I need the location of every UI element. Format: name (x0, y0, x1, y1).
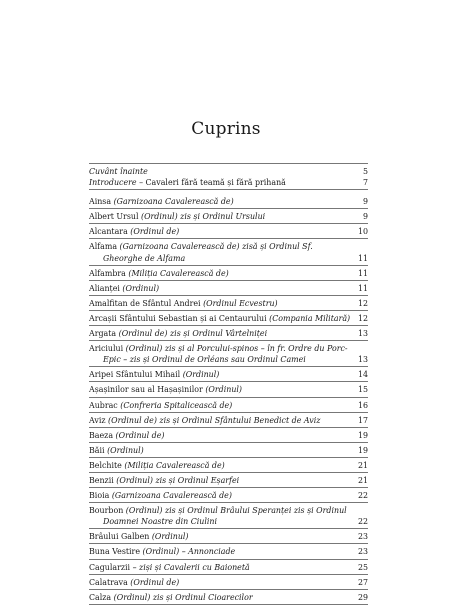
entry-alias: zis și Ordinul Brâului Speranței zis și Ordinul Doamnei Noastre din Ciulini (103, 506, 347, 527)
toc-entry-text (89, 475, 368, 486)
divider (89, 543, 368, 544)
page-number: 25 (357, 562, 368, 572)
divider (89, 265, 368, 266)
toc-entry-text (89, 415, 368, 426)
entry-name: Alianței (89, 283, 123, 293)
divider (89, 381, 368, 382)
entry-name: Arcașii Sfântului Sebastian și ai Centaurului (89, 313, 270, 323)
toc-entry (89, 562, 368, 573)
page-number: 9 (362, 212, 368, 222)
entry-name: Aubrac (89, 400, 121, 410)
toc-entry (89, 313, 368, 324)
entry-name: Buna Vestire (89, 547, 143, 557)
toc-entry-text (89, 562, 368, 573)
entry-qualifier: (Ordinul) (151, 532, 189, 542)
page-number: 15 (357, 385, 368, 395)
toc-entry-text (89, 460, 368, 471)
entry-name: Introducere (89, 178, 137, 188)
divider (89, 189, 368, 190)
toc-entry-text (89, 384, 368, 395)
entry-alias: – Cavaleri fără teamă și fără prihană (136, 178, 286, 188)
divider (89, 528, 368, 529)
page-number: 13 (357, 355, 368, 365)
entry-qualifier: (Ordinul) (107, 445, 144, 455)
divider (89, 487, 368, 488)
divider (89, 442, 368, 443)
toc-entry (89, 177, 368, 188)
toc-entry-text (89, 328, 368, 339)
divider (89, 366, 368, 367)
entry-qualifier: (Compania Militară) (269, 313, 351, 323)
entry-qualifier: (Ordinul) (125, 344, 163, 354)
toc-entry (89, 343, 368, 365)
toc-entry (89, 475, 368, 486)
divider (89, 340, 368, 341)
page-number: 11 (357, 283, 368, 293)
page-number: 12 (357, 298, 368, 308)
page-number: 13 (357, 329, 368, 339)
divider (89, 163, 368, 164)
toc-entry-text (89, 577, 368, 588)
entry-qualifier: (Ordinul) (113, 592, 151, 602)
page-number: 7 (362, 178, 368, 188)
entry-name: Aviz (89, 415, 109, 425)
entry-name: Bourbon (89, 506, 126, 516)
entry-alias: – Annonciade (179, 547, 236, 557)
toc-entry-text (89, 400, 368, 411)
toc-entry (89, 226, 368, 237)
toc-entry (89, 505, 368, 527)
toc-entry-text (89, 313, 368, 324)
entry-qualifier: (Garnizoana Cavalerească de) (113, 197, 234, 207)
page-title: Cuprins (191, 119, 261, 139)
page-number: 11 (357, 268, 368, 278)
toc-entry-text (89, 343, 368, 365)
toc-entry (89, 460, 368, 471)
entry-qualifier: (Ordinul de) (108, 415, 157, 425)
entry-qualifier: (Confreria Spitalicească de) (120, 400, 233, 410)
entry-name: Așașinilor sau al Hașașinilor (89, 385, 206, 395)
page-number: 29 (357, 592, 368, 602)
divider (89, 457, 368, 458)
entry-name: Cuvânt înainte (89, 167, 148, 176)
entry-name: Brâului Galben (89, 532, 152, 542)
toc-entry-text (89, 546, 368, 557)
divider (89, 208, 368, 209)
toc-entry-text (89, 196, 368, 207)
page-number: 5 (362, 167, 368, 176)
entry-name: Baeza (89, 430, 116, 440)
page-number: 19 (357, 430, 368, 440)
entry-alias: zisă și Ordinul Sf. Gheorghe de Alfama (103, 242, 313, 263)
toc-entry-text (89, 241, 368, 263)
entry-name: Albert Ursul (89, 212, 141, 222)
toc-entry-text (89, 226, 368, 237)
entry-qualifier: (Miliția Cavalerească de) (124, 460, 225, 470)
divider (89, 427, 368, 428)
page-number: 27 (357, 577, 368, 587)
toc-entry-text (89, 531, 368, 542)
toc-entry (89, 415, 368, 426)
page-number: 22 (357, 517, 368, 527)
toc-entry (89, 445, 368, 456)
page-number: 14 (357, 370, 368, 380)
entry-name: Ainsa (89, 197, 114, 207)
entry-name: Aripei Sfântului Mihail (89, 370, 183, 380)
toc-entry-text (89, 505, 368, 527)
toc-entry (89, 577, 368, 588)
entry-list (89, 196, 368, 605)
entry-alias: zis și Ordinul Eșarfei (152, 475, 240, 485)
entry-alias: zis și Ordinul Sfântului Benedict de Aviz (156, 415, 321, 425)
divider (89, 574, 368, 575)
entry-name: Belchite (89, 460, 125, 470)
divider (89, 223, 368, 224)
page-number: 21 (357, 475, 368, 485)
entry-name: Băii (89, 445, 108, 455)
entry-name: Ariciului (89, 344, 126, 354)
entry-qualifier: (Garnizoana Cavalerească de) (111, 491, 232, 501)
toc-entry-text (89, 211, 368, 222)
entry-alias: zis și al Porcului-spinos – în fr. Ordre du Porc-Epic – zis și Ordinul de Orléans sau Ordinul Camei (103, 344, 348, 365)
toc-entry-text (89, 490, 368, 501)
entry-name: Calza (89, 592, 114, 602)
toc-entry (89, 241, 368, 263)
toc-entry (89, 369, 368, 380)
table-of-contents (89, 162, 368, 607)
entry-name: Argata (89, 329, 119, 339)
divider (89, 280, 368, 281)
toc-entry (89, 490, 368, 501)
entry-name: Cagularzii (89, 562, 133, 572)
divider (89, 502, 368, 503)
toc-entry (89, 546, 368, 557)
entry-name: Benzii (89, 475, 117, 485)
page-number: 10 (357, 227, 368, 237)
page-number: 11 (357, 253, 368, 263)
page-number: 17 (357, 415, 368, 425)
toc-entry-text (89, 177, 368, 188)
divider (89, 325, 368, 326)
entry-qualifier: (Ordinul) (205, 385, 243, 395)
entry-name: Alfambra (89, 268, 129, 278)
toc-entry-text (89, 166, 368, 177)
page-number: 23 (357, 547, 368, 557)
page-number: 19 (357, 445, 368, 455)
entry-qualifier: (Ordinul) (142, 547, 180, 557)
toc-entry (89, 328, 368, 339)
entry-qualifier: (Ordinul Ecvestru) (203, 298, 278, 308)
entry-name: Alfama (89, 242, 120, 252)
entry-qualifier: (Ordinul) (125, 506, 163, 516)
entry-alias: – ziși și Cavalerii cu Baionetă (132, 562, 250, 572)
toc-entry-text (89, 369, 368, 380)
toc-entry (89, 592, 368, 603)
toc-entry (89, 384, 368, 395)
divider (89, 604, 368, 605)
entry-qualifier: (Ordinul) (140, 212, 178, 222)
entry-qualifier: (Ordinul de) (118, 329, 168, 339)
entry-qualifier: (Ordinul de) (130, 577, 180, 587)
page-number: 22 (357, 491, 368, 501)
divider (89, 310, 368, 311)
divider (89, 295, 368, 296)
toc-entry-text (89, 445, 368, 456)
toc-entry-text (89, 298, 368, 309)
entry-name: Amalfitan de Sfântul Andrei (89, 298, 204, 308)
toc-entry (89, 268, 368, 279)
toc-entry (89, 283, 368, 294)
entry-qualifier: (Ordinul de) (115, 430, 165, 440)
toc-entry (89, 430, 368, 441)
toc-entry-text (89, 283, 368, 294)
page-number: 9 (362, 197, 368, 207)
front-matter (89, 166, 368, 188)
entry-qualifier: (Ordinul de) (130, 227, 180, 237)
divider (89, 559, 368, 560)
entry-name: Alcantara (89, 227, 131, 237)
toc-entry (89, 196, 368, 207)
entry-qualifier: (Ordinul) (182, 370, 220, 380)
page-number: 12 (357, 313, 368, 323)
toc-entry (89, 400, 368, 411)
entry-name: Calatrava (89, 577, 131, 587)
entry-qualifier: (Ordinul) (122, 283, 160, 293)
toc-entry (89, 211, 368, 222)
divider (89, 472, 368, 473)
entry-alias: zis și Ordinul Vârtelniței (167, 329, 268, 339)
entry-qualifier: (Ordinul) (116, 475, 153, 485)
toc-entry (89, 531, 368, 542)
page-number: 23 (357, 532, 368, 542)
toc-entry-text (89, 268, 368, 279)
entry-qualifier: (Miliția Cavalerească de) (128, 268, 229, 278)
toc-entry-text (89, 430, 368, 441)
page-number: 21 (357, 460, 368, 470)
entry-qualifier: (Garnizoana Cavalerească de) (119, 242, 240, 252)
divider (89, 238, 368, 239)
page-number: 16 (357, 400, 368, 410)
toc-entry (89, 166, 368, 177)
entry-alias: zis și Ordinul Ursului (177, 212, 266, 222)
toc-entry (89, 298, 368, 309)
divider (89, 589, 368, 590)
toc-entry-text (89, 592, 368, 603)
divider (89, 412, 368, 413)
divider (89, 397, 368, 398)
entry-alias: zis și Ordinul Cioarecilor (150, 592, 253, 602)
entry-name: Bioia (89, 491, 112, 501)
